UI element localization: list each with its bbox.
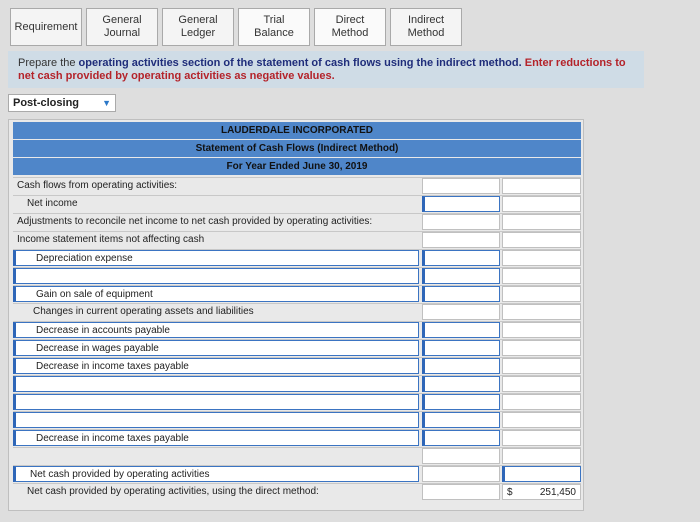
table-row	[13, 303, 581, 320]
amount-input[interactable]	[422, 178, 500, 194]
table-row	[13, 231, 581, 248]
row-label: Changes in current operating assets and liabilities	[33, 306, 254, 317]
amount-input[interactable]	[422, 412, 500, 428]
amount-input[interactable]	[422, 376, 500, 392]
amount-input[interactable]	[422, 430, 500, 446]
tab-direct-method[interactable]	[314, 8, 386, 46]
amount-input[interactable]	[422, 214, 500, 230]
amount-input[interactable]	[422, 358, 500, 374]
instruction-prefix: Prepare the	[18, 57, 79, 69]
total-input[interactable]	[502, 178, 581, 194]
row-label[interactable]: Depreciation expense	[13, 250, 419, 266]
period-select-value: Post-closing	[13, 97, 80, 109]
total-input[interactable]	[502, 304, 581, 320]
table-row	[13, 177, 581, 194]
table-row	[13, 465, 581, 482]
table-row	[13, 411, 581, 428]
amount-input[interactable]	[422, 250, 500, 266]
amount-input[interactable]	[422, 340, 500, 356]
amount-input[interactable]	[422, 232, 500, 248]
currency-symbol: $	[507, 487, 513, 498]
total-input[interactable]	[502, 448, 581, 464]
instruction-red: Enter reductions to net cash provided by operating activities as negative values.	[18, 57, 626, 82]
table-row	[13, 483, 581, 500]
tab-bar	[10, 8, 466, 46]
total-input[interactable]	[502, 250, 581, 266]
row-label[interactable]: Decrease in income taxes payable	[13, 358, 419, 374]
row-label[interactable]	[13, 394, 419, 410]
amount-input[interactable]	[422, 268, 500, 284]
amount-input[interactable]	[422, 304, 500, 320]
tab-label: Trial Balance	[254, 14, 294, 39]
row-label[interactable]: Net cash provided by operating activities	[13, 466, 419, 482]
total-input[interactable]	[502, 466, 581, 482]
amount-input[interactable]	[422, 394, 500, 410]
amount-input[interactable]	[422, 322, 500, 338]
row-label: Net cash provided by operating activities, using the direct method:	[27, 486, 319, 497]
table-row	[13, 321, 581, 338]
period-select[interactable]	[8, 94, 116, 112]
table-row	[13, 267, 581, 284]
row-label[interactable]	[13, 376, 419, 392]
total-input[interactable]	[502, 322, 581, 338]
row-label: Cash flows from operating activities:	[17, 180, 178, 191]
total-input[interactable]	[502, 394, 581, 410]
statement-period: For Year Ended June 30, 2019	[13, 158, 581, 176]
row-label: Adjustments to reconcile net income to net cash provided by operating activities:	[17, 216, 373, 227]
tab-indirect-method[interactable]	[390, 8, 462, 46]
row-label[interactable]: Decrease in income taxes payable	[13, 430, 419, 446]
tab-general-ledger[interactable]	[162, 8, 234, 46]
row-label	[13, 448, 419, 464]
total-input[interactable]	[502, 358, 581, 374]
tab-label: Indirect Method	[407, 14, 445, 39]
amount-input[interactable]	[422, 286, 500, 302]
statement-title: Statement of Cash Flows (Indirect Method)	[13, 140, 581, 158]
cash-flow-statement	[8, 119, 584, 511]
amount-input[interactable]	[422, 466, 500, 482]
tab-general-journal[interactable]	[86, 8, 158, 46]
chevron-down-icon: ▼	[102, 98, 111, 108]
amount-input[interactable]	[422, 484, 500, 500]
row-label: Net income	[27, 198, 78, 209]
tab-label: Requirement	[14, 20, 78, 33]
direct-method-total	[502, 484, 581, 500]
tab-label: General Journal	[102, 14, 142, 39]
amount-input[interactable]	[422, 448, 500, 464]
table-row	[13, 213, 581, 230]
row-label[interactable]: Decrease in wages payable	[13, 340, 419, 356]
table-row	[13, 339, 581, 356]
table-row	[13, 375, 581, 392]
row-label[interactable]: Decrease in accounts payable	[13, 322, 419, 338]
total-input[interactable]	[502, 232, 581, 248]
total-input[interactable]	[502, 196, 581, 212]
total-input[interactable]	[502, 286, 581, 302]
amount-input[interactable]	[422, 196, 500, 212]
instruction-panel	[8, 51, 644, 88]
total-input[interactable]	[502, 412, 581, 428]
row-label[interactable]	[13, 412, 419, 428]
row-label: Income statement items not affecting cash	[17, 234, 205, 245]
total-input[interactable]	[502, 268, 581, 284]
tab-trial-balance[interactable]	[238, 8, 310, 46]
total-input[interactable]	[502, 430, 581, 446]
instruction-bold: operating activities section of the statement of cash flows using the indirect method.	[78, 57, 522, 69]
total-input[interactable]	[502, 376, 581, 392]
row-label[interactable]: Gain on sale of equipment	[13, 286, 419, 302]
total-input[interactable]	[502, 340, 581, 356]
table-row	[13, 285, 581, 302]
table-row	[13, 447, 581, 464]
table-row	[13, 195, 581, 212]
tab-label: General Ledger	[178, 14, 218, 39]
table-row	[13, 249, 581, 266]
direct-method-value: 251,450	[539, 487, 576, 498]
table-row	[13, 393, 581, 410]
table-row	[13, 429, 581, 446]
tab-requirement[interactable]	[10, 8, 82, 46]
company-name: LAUDERDALE INCORPORATED	[13, 122, 581, 140]
row-label[interactable]	[13, 268, 419, 284]
tab-label: Direct Method	[331, 14, 369, 39]
table-row	[13, 357, 581, 374]
total-input[interactable]	[502, 214, 581, 230]
